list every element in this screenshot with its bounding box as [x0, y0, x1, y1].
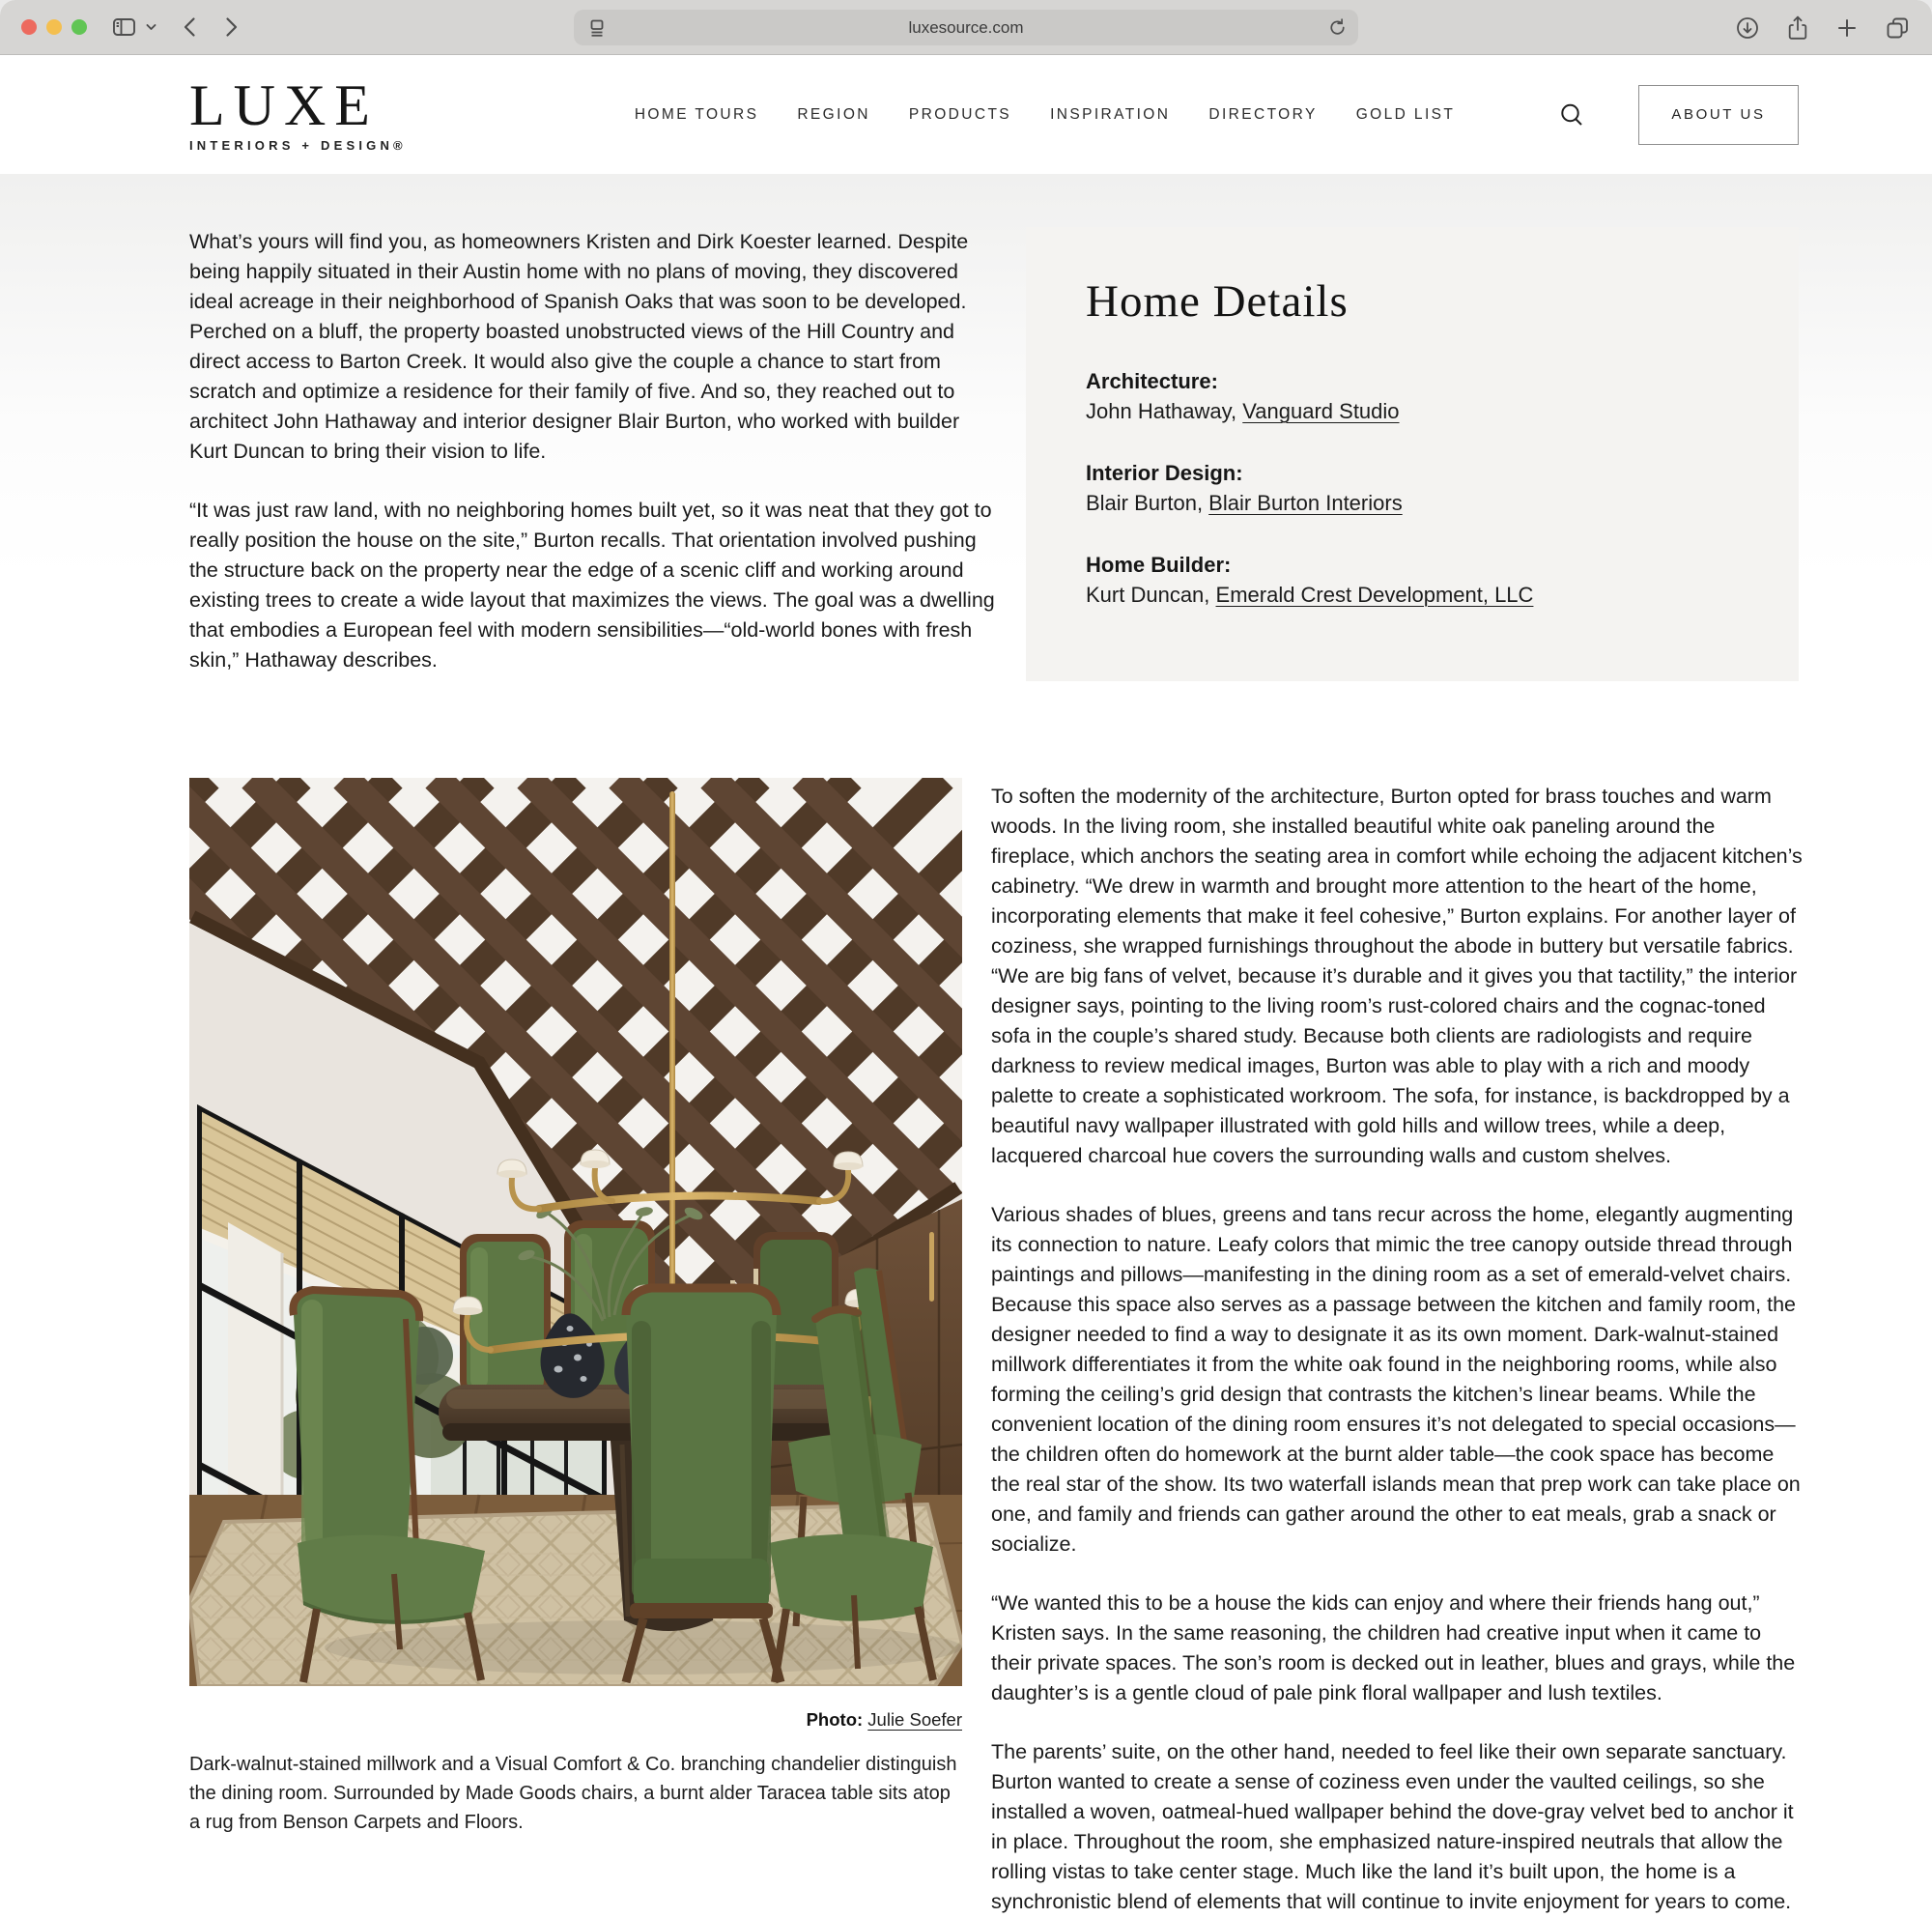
interior-design-firm-link[interactable]: Blair Burton Interiors — [1208, 491, 1403, 515]
nav-region[interactable]: REGION — [797, 105, 870, 123]
photo-credit — [189, 1709, 962, 1731]
detail-person: Blair Burton, — [1086, 491, 1209, 515]
top-row — [0, 227, 1932, 681]
detail-label: Interior Design: — [1086, 461, 1243, 485]
detail-interior-design — [1086, 458, 1739, 518]
body-paragraph-3: “We wanted this to be a house the kids can enjoy and where their friends hang out,” Kristen says. In the same reasoning, the children had creative input when it came to their private spaces. The son’s room is decked out in leather, blues and grays, while the daughter’s is a gentle cloud of pale pink floral wallpaper and lush textiles. — [991, 1591, 1796, 1704]
url-text: luxesource.com — [908, 17, 1024, 37]
photo-credit-label: Photo: — [806, 1709, 864, 1730]
body-paragraph-4: The parents’ suite, on the other hand, needed to feel like their own separate sanctuary. Burton wanted to create a sense of coziness even under the vaulted ceilings, so she installed a woven, oatmeal-hued wallpaper behind the dove-gray velvet bed to anchor it in place. Throughout the room, she emphasized nature-inspired neutrals that allow the rolling vistas to take center stage. Much like the land it’s built upon, the home is a synchronistic blend of elements that will continue to invite enjoyment for years to come. — [991, 1740, 1794, 1913]
detail-person: John Hathaway, — [1086, 399, 1243, 423]
nav-gold-list[interactable]: GOLD LIST — [1355, 105, 1456, 123]
dining-room-photo — [189, 778, 962, 1686]
intro-column — [189, 227, 1001, 681]
luxe-logo[interactable] — [189, 73, 407, 153]
about-us-button[interactable]: ABOUT US — [1638, 85, 1799, 145]
downloads-icon[interactable] — [1735, 15, 1760, 41]
nav-inspiration[interactable]: INSPIRATION — [1050, 105, 1171, 123]
minimize-button[interactable] — [46, 19, 62, 35]
forward-icon[interactable] — [225, 16, 239, 38]
article-page — [0, 174, 1932, 1918]
nav-products[interactable]: PRODUCTS — [908, 105, 1012, 123]
intro-paragraph-2: “It was just raw land, with no neighboring homes built yet, so it was neat that they got to really position the house on the site,” Burton recalls. That orientation involved pushing the structure back on the property near the edge of a scenic cliff and working around existing trees to create a wide layout that maximizes the views. The goal was a dwelling that embodies a European feel with modern sensibilities—“old-world bones with fresh skin,” Hathaway describes. — [189, 499, 995, 672]
builder-firm-link[interactable]: Emerald Crest Development, LLC — [1215, 583, 1534, 607]
body-paragraph-2: Various shades of blues, greens and tans recur across the home, elegantly augmenting its connection to nature. Leafy colors that mimic the tree canopy outside thread through paintings and pillows—manifesting in the dining room as a set of emerald-velvet chairs. Because this space also serves as a passage between the kitchen and family room, the designer needed to find a way to designate it as its own moment. Dark-walnut-stained millwork differentiates it from the white oak found in the neighboring rooms, while also forming the ceiling’s grid design that contrasts the kitchen’s linear beams. While the convenient location of the dining room ensures it’s not delegated to special occasions—the children often do homework at the burnt alder table—the cook space has become the real star of the show. Its two waterfall islands mean that prep work can take place on one, and family and friends can gather around the other to eat meals, grab a snack or socialize. — [991, 1203, 1801, 1556]
site-header — [0, 55, 1932, 174]
reload-icon[interactable] — [1326, 16, 1349, 39]
close-button[interactable] — [21, 19, 37, 35]
main-nav — [635, 106, 1455, 124]
detail-person: Kurt Duncan, — [1086, 583, 1216, 607]
reader-icon[interactable] — [585, 16, 609, 40]
address-bar[interactable] — [574, 10, 1358, 45]
body-paragraph-1: To soften the modernity of the architecture, Burton opted for brass touches and warm woods. In the living room, she installed beautiful white oak paneling around the fireplace, which anchors the seating area in comfort while echoing the adjacent kitchen’s cabinetry. “We drew in warmth and brought more attention to the heart of the home, incorporating elements that make it feel cohesive,” Burton explains. For another layer of coziness, she wrapped furnishings throughout the abode in buttery but versatile fabrics. “We are big fans of velvet, because it’s durable and it gives you that tactility,” the interior designer says, pointing to the living room’s rust-colored chairs and the cognac-toned sofa in the couple’s shared study. Because both clients are radiologists and require darkness to review medical images, Burton was able to play with a rich and moody palette to create a sophisticated workroom. The sofa, for instance, is backdropped by a beautiful navy wallpaper illustrated with gold hills and willow trees, while a deep, lacquered charcoal hue covers the surrounding walls and custom shelves. — [991, 785, 1803, 1167]
home-details-title: Home Details — [1086, 276, 1349, 327]
detail-label: Architecture: — [1086, 369, 1218, 393]
intro-paragraph-1: What’s yours will find you, as homeowners Kristen and Dirk Koester learned. Despite being happily situated in their Austin home with no plans of moving, they discovered ideal acreage in their neighborhood of Spanish Oaks that was soon to be developed. Perched on a bluff, the property boasted unobstructed views of the Hill Country and direct access to Barton Creek. It would also give the couple a chance to start from scratch and optimize a residence for their family of five. And so, they reached out to architect John Hathaway and interior designer Blair Burton, who worked with builder Kurt Duncan to bring their vision to life. — [189, 230, 969, 463]
search-icon[interactable] — [1557, 100, 1586, 129]
sidebar-icon[interactable] — [112, 15, 137, 39]
nav-directory[interactable]: DIRECTORY — [1208, 105, 1318, 123]
nav-home-tours[interactable]: HOME TOURS — [634, 105, 759, 123]
logo-tagline: INTERIORS + DESIGN® — [189, 138, 407, 153]
zoom-button[interactable] — [71, 19, 87, 35]
architecture-firm-link[interactable]: Vanguard Studio — [1242, 399, 1400, 423]
body-column — [991, 778, 1803, 1917]
detail-label: Home Builder: — [1086, 553, 1232, 577]
photo-caption: Dark-walnut-stained millwork and a Visual Comfort & Co. branching chandelier distinguish the dining room. Surrounded by Made Goods chairs, a burnt alder Taracea table sits atop a rug from Benson Carpets and Floors. — [189, 1754, 957, 1833]
photographer-link[interactable]: Julie Soefer — [867, 1709, 962, 1730]
browser-toolbar — [0, 0, 1932, 55]
tabs-icon[interactable] — [1885, 15, 1911, 41]
traffic-lights — [21, 19, 87, 35]
bottom-row — [0, 778, 1932, 1918]
logo-wordmark: LUXE — [189, 73, 379, 137]
new-tab-icon[interactable] — [1835, 16, 1859, 40]
chevron-down-icon[interactable] — [145, 22, 157, 32]
detail-architecture — [1086, 366, 1739, 426]
back-icon[interactable] — [183, 16, 196, 38]
article-figure — [189, 778, 962, 1917]
detail-home-builder — [1086, 550, 1739, 610]
home-details-box — [1026, 227, 1799, 681]
share-icon[interactable] — [1786, 14, 1809, 42]
